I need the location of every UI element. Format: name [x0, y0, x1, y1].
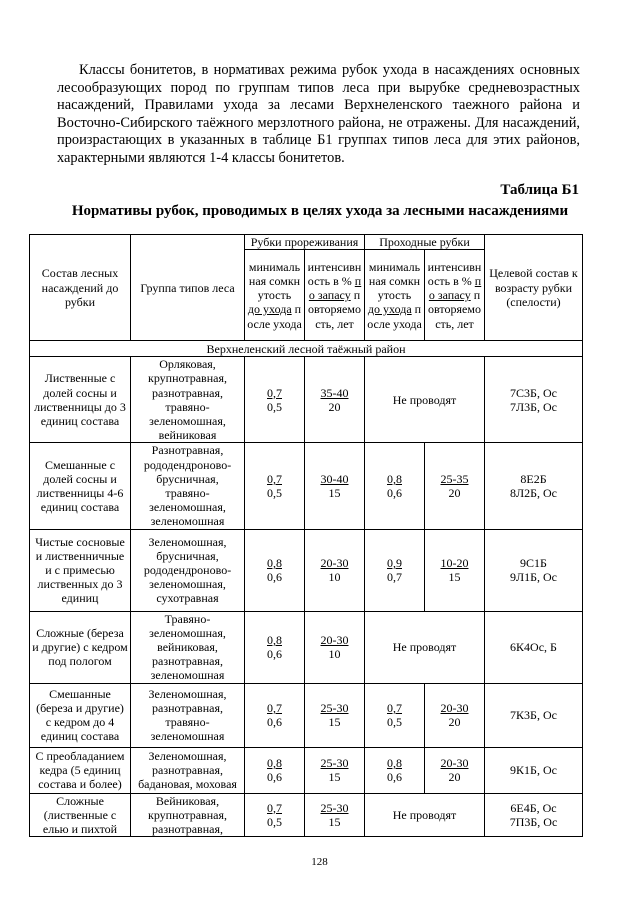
fraction-denominator: 20	[448, 715, 461, 730]
header-thinning: Рубки прореживания	[245, 235, 365, 250]
norms-table	[29, 234, 583, 837]
table-row	[30, 443, 583, 529]
header-passing-intensity	[425, 250, 485, 341]
table-title: Нормативы рубок, проводимых в целях ухода за лесными насаждениями	[71, 203, 569, 219]
header-density-text: минимальная сомкнутость	[248, 259, 301, 303]
header-density-under: до ухода	[367, 302, 412, 317]
fraction-numerator: 10-20	[440, 555, 469, 570]
fraction-denominator: 0,5	[267, 814, 282, 829]
fraction-numerator: 20-30	[320, 555, 349, 570]
header-density-text: минимальная сомкнутость	[368, 259, 421, 303]
cell-passing-density	[365, 747, 425, 793]
fraction-denominator: 10	[328, 570, 341, 585]
header-intensity-under: по запасу	[428, 273, 482, 303]
cell-forest-group: Зеленомошная, брусничная, рододендроново-зеленомошная, сухотравная	[131, 529, 245, 611]
cell-passing-intensity	[425, 529, 485, 611]
fraction-numerator: 30-40	[320, 471, 349, 486]
header-intensity-suffix: повторяемость, лет	[428, 288, 481, 331]
cell-thinning-intensity	[305, 683, 365, 747]
fraction-denominator: 0,5	[387, 715, 402, 730]
cell-target	[485, 443, 583, 529]
cell-thinning-density	[245, 529, 305, 611]
fraction-numerator: 20-30	[320, 632, 349, 647]
cell-passing-intensity	[425, 747, 485, 793]
table-row	[30, 529, 583, 611]
cell-thinning-density	[245, 793, 305, 837]
header-intensity-suffix: повторяемость, лет	[308, 288, 361, 331]
cell-target	[485, 357, 583, 443]
cell-thinning-intensity	[305, 747, 365, 793]
table-row	[30, 611, 583, 683]
fraction-numerator: 25-35	[440, 471, 469, 486]
cell-composition: Лиственные с долей сосны и лиственницы до 3 единиц состава	[30, 357, 131, 443]
fraction-denominator: 0,6	[267, 647, 282, 662]
table-row	[30, 793, 583, 837]
fraction-numerator: 20-30	[440, 755, 469, 770]
cell-thinning-density	[245, 683, 305, 747]
cell-thinning-intensity	[305, 529, 365, 611]
cell-thinning-density	[245, 747, 305, 793]
fraction-numerator: 0,7	[267, 800, 282, 815]
fraction-numerator: 25-30	[320, 755, 349, 770]
header-density-suffix: после ухода	[367, 302, 422, 331]
target-line: 9Л1Б, Ос	[509, 570, 558, 585]
cell-thinning-density	[245, 611, 305, 683]
target-line: 6Е4Б, Ос	[510, 800, 557, 815]
cell-passing-note: Не проводят	[365, 793, 485, 837]
region-row: Верхнеленский лесной таёжный район	[30, 341, 583, 357]
cell-forest-group: Зеленомошная, разнотравная, травяно-зеленомошная	[131, 683, 245, 747]
fraction-denominator: 0,6	[387, 486, 402, 501]
cell-passing-note: Не проводят	[365, 611, 485, 683]
target-line: 6К4Ос, Б	[510, 640, 557, 655]
fraction-numerator: 0,8	[387, 755, 402, 770]
fraction-denominator: 0,6	[267, 715, 282, 730]
cell-thinning-density	[245, 357, 305, 443]
fraction-denominator: 15	[448, 570, 461, 585]
fraction-denominator: 0,7	[387, 570, 402, 585]
target-line: 7П3Б, Ос	[509, 814, 558, 829]
fraction-denominator: 15	[328, 715, 341, 730]
header-passing: Проходные рубки	[365, 235, 485, 250]
target-line: 9К1Б, Ос	[510, 763, 557, 778]
cell-thinning-intensity	[305, 357, 365, 443]
fraction-denominator: 15	[328, 814, 341, 829]
header-thinning-density	[245, 250, 305, 341]
header-thinning-intensity	[305, 250, 365, 341]
cell-target	[485, 611, 583, 683]
cell-forest-group: Травяно-зеленомошная, вейниковая, разнотравная, зеленомошная	[131, 611, 245, 683]
fraction-numerator: 25-30	[320, 800, 349, 815]
cell-forest-group: Орляковая, крупнотравная, разнотравная, травяно-зеленомошная, вейниковая	[131, 357, 245, 443]
cell-passing-density	[365, 683, 425, 747]
cell-thinning-intensity	[305, 793, 365, 837]
table-row	[30, 747, 583, 793]
fraction-numerator: 0,8	[387, 471, 402, 486]
header-density-suffix: после ухода	[247, 302, 302, 331]
cell-passing-density	[365, 443, 425, 529]
fraction-numerator: 0,7	[267, 471, 282, 486]
page-number: 128	[311, 856, 328, 868]
cell-passing-density	[365, 529, 425, 611]
table-number: Таблица Б1	[500, 182, 579, 198]
cell-forest-group: Зеленомошная, разнотравная, бадановая, моховая	[131, 747, 245, 793]
header-forest-group: Группа типов леса	[131, 235, 245, 341]
intro-text: Классы бонитетов, в нормативах режима рубок ухода в насаждениях основных лесообразующих пород по группам типов леса при вырубке средневозрастных насаждений, Правилами ухода за лесами Верхнеленского таежного района и Восточно-Сибирского таёжного мерзлотного района, не отражены. Для насаждений, произрастающих в указанных в таблице Б1 группах типов леса для этих районов, характерными являются 1-4 классы бонитетов.	[57, 62, 580, 166]
cell-composition: Чистые сосновые и лиственничные и с примесью лиственных до 3 единиц	[30, 529, 131, 611]
fraction-denominator: 0,6	[387, 770, 402, 785]
cell-composition: Смешанные с долей сосны и лиственницы 4-6 единиц состава	[30, 443, 131, 529]
target-line: 7К3Б, Ос	[510, 708, 557, 723]
cell-forest-group: Вейниковая, крупнотравная, разнотравная,	[131, 793, 245, 837]
cell-composition: С преобладанием кедра (5 единиц состава и более)	[30, 747, 131, 793]
fraction-numerator: 0,8	[267, 632, 282, 647]
cell-forest-group: Разнотравная, рододендроново-брусничная, травяно-зеленомошная, зеленомошная	[131, 443, 245, 529]
header-intensity-under: по запасу	[308, 273, 362, 303]
fraction-denominator: 15	[328, 486, 341, 501]
target-line: 7Л3Б, Ос	[509, 399, 558, 414]
cell-thinning-intensity	[305, 443, 365, 529]
fraction-denominator: 15	[328, 770, 341, 785]
fraction-numerator: 35-40	[320, 385, 349, 400]
fraction-denominator: 20	[448, 770, 461, 785]
fraction-denominator: 10	[328, 647, 341, 662]
fraction-numerator: 0,9	[387, 555, 402, 570]
fraction-denominator: 20	[448, 486, 461, 501]
fraction-denominator: 0,6	[267, 570, 282, 585]
fraction-denominator: 0,5	[267, 486, 282, 501]
fraction-numerator: 0,7	[267, 385, 282, 400]
cell-thinning-density	[245, 443, 305, 529]
table-row	[30, 357, 583, 443]
target-line: 8Е2Б	[520, 471, 547, 486]
fraction-numerator: 20-30	[440, 700, 469, 715]
fraction-denominator: 20	[328, 399, 341, 414]
cell-thinning-intensity	[305, 611, 365, 683]
cell-target	[485, 747, 583, 793]
fraction-denominator: 0,5	[267, 399, 282, 414]
header-intensity-text: интенсивность в %	[307, 259, 362, 288]
header-target: Целевой состав к возрасту рубки (спелости)	[485, 235, 583, 341]
cell-passing-intensity	[425, 443, 485, 529]
target-line: 7С3Б, Ос	[510, 385, 557, 400]
cell-passing-note: Не проводят	[365, 357, 485, 443]
table-row	[30, 683, 583, 747]
cell-target	[485, 529, 583, 611]
header-passing-density	[365, 250, 425, 341]
header-intensity-text: интенсивность в %	[427, 259, 482, 288]
target-line: 8Л2Б, Ос	[509, 486, 558, 501]
cell-composition: Сложные (лиственные с елью и пихтой	[30, 793, 131, 837]
fraction-numerator: 0,8	[267, 555, 282, 570]
cell-composition: Сложные (береза и другие) с кедром под пологом	[30, 611, 131, 683]
header-density-under: до ухода	[247, 302, 292, 317]
intro-paragraph	[57, 62, 580, 168]
fraction-numerator: 0,7	[267, 700, 282, 715]
cell-target	[485, 683, 583, 747]
cell-composition: Смешанные (береза и другие) с кедром до 4 единиц состава	[30, 683, 131, 747]
fraction-numerator: 0,8	[267, 755, 282, 770]
fraction-denominator: 0,6	[267, 770, 282, 785]
fraction-numerator: 25-30	[320, 700, 349, 715]
cell-passing-intensity	[425, 683, 485, 747]
cell-target	[485, 793, 583, 837]
target-line: 9С1Б	[520, 555, 547, 570]
fraction-numerator: 0,7	[387, 700, 402, 715]
header-composition: Состав лесных насаждений до рубки	[30, 235, 131, 341]
